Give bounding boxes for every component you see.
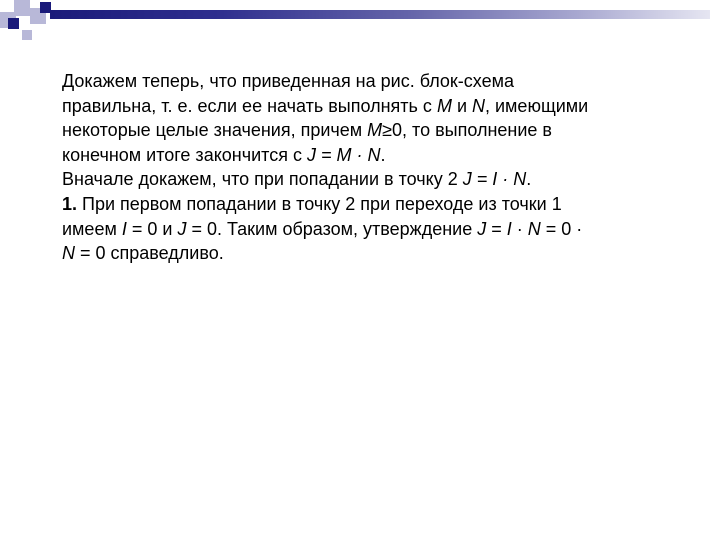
text-line: Докажем теперь, что приведенная на рис. блок-схема <box>62 71 514 91</box>
text-fragment: = 0. Таким образом, утверждение <box>186 218 478 239</box>
math-symbol: ≥ <box>382 120 393 141</box>
text-line: Вначале докажем, что при попадании в точку 2 <box>62 169 463 190</box>
math-var: I <box>506 218 512 239</box>
text-fragment: = <box>486 218 507 239</box>
text-line: конечном итоге закончится с <box>62 144 307 165</box>
paragraph-intro <box>62 69 662 167</box>
math-var: I <box>121 218 127 239</box>
math-formula: J = I · N <box>462 169 527 190</box>
text-fragment: При первом попадании в точку 2 при переходе из точки 1 <box>77 193 562 214</box>
text-line: правильна, т. е. если ее начать выполнять с <box>62 95 437 116</box>
text-line: некоторые целые значения, причем <box>62 120 368 141</box>
math-var: M <box>367 120 383 141</box>
corner-square <box>14 0 30 16</box>
text-fragment: . <box>526 169 532 190</box>
text-line: имеем <box>62 218 122 239</box>
text-fragment: 0, то выполнение в <box>392 120 552 141</box>
math-var: N <box>472 95 485 116</box>
math-var: J <box>477 218 487 239</box>
corner-square <box>8 18 19 29</box>
text-fragment: = 0 справедливо. <box>75 243 224 264</box>
text-fragment: . <box>380 144 386 165</box>
corner-square <box>22 30 32 40</box>
slide-text <box>62 69 662 266</box>
text-fragment: , имеющими <box>485 95 589 116</box>
text-fragment: и <box>451 95 472 116</box>
step-number: 1. <box>62 193 78 214</box>
text-fragment: = 0 и <box>126 218 178 239</box>
math-var: N <box>527 218 541 239</box>
math-var: M <box>436 95 452 116</box>
paragraph-step-1 <box>62 192 662 266</box>
corner-squares-decoration <box>0 0 60 40</box>
math-var: J <box>177 218 187 239</box>
math-symbol: · <box>511 218 528 239</box>
header-gradient-bar <box>50 10 710 19</box>
text-fragment: = 0 · <box>540 218 583 239</box>
math-formula: J = M · N <box>306 144 381 165</box>
paragraph-goal <box>62 167 662 192</box>
math-var: N <box>62 243 75 264</box>
